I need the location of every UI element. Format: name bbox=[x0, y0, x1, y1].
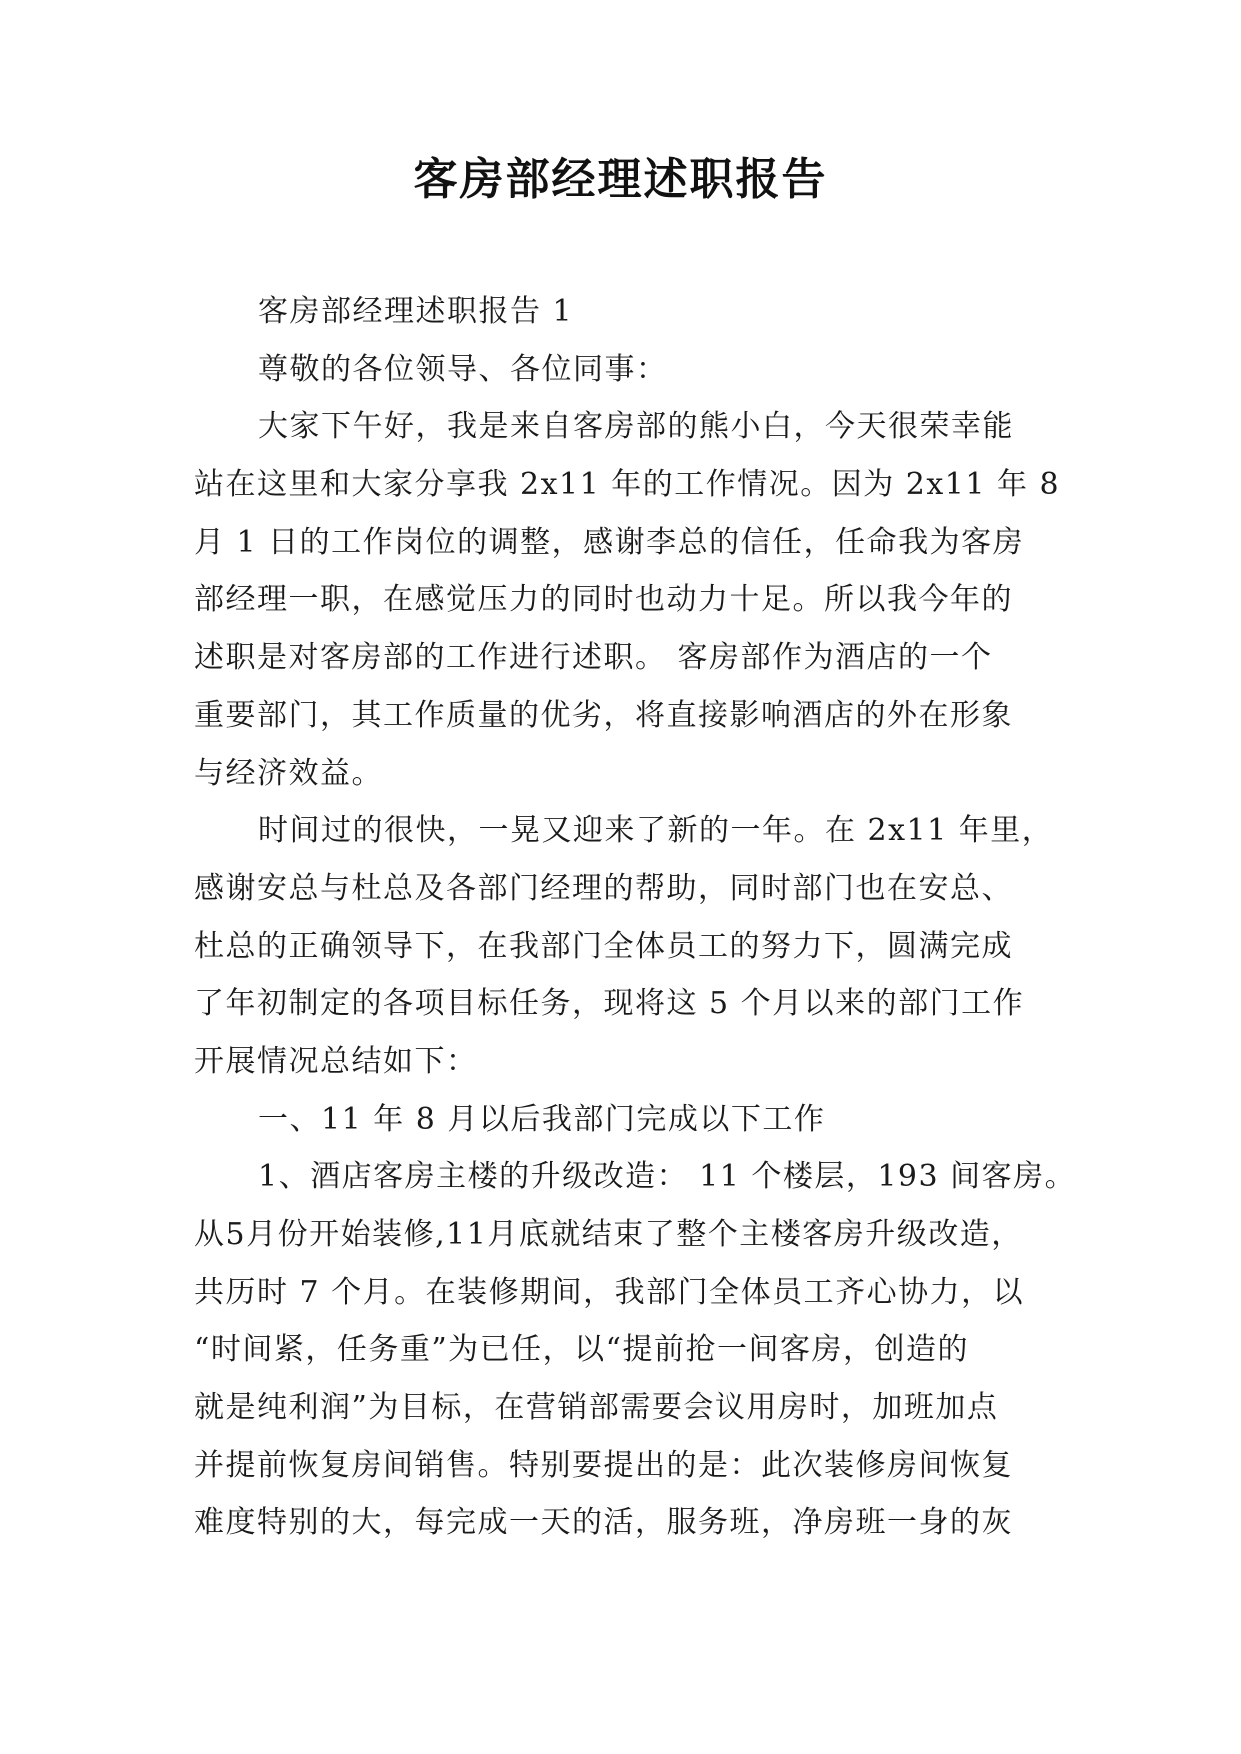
text-line: 客房部经理述职报告 1 bbox=[258, 294, 574, 329]
text-line: 了年初制定的各项目标任务，现将这 5 个月以来的部门工作 bbox=[194, 986, 1025, 1022]
text-line: 站在这里和大家分享我 2x11 年的工作情况。因为 2x11 年 8 bbox=[194, 467, 1061, 503]
text-line: 大家下午好，我是来自客房部的熊小白，今天很荣幸能 bbox=[258, 409, 1014, 445]
text-line: 部经理一职，在感觉压力的同时也动力十足。所以我今年的 bbox=[194, 582, 1013, 618]
text-line: 杜总的正确领导下，在我部门全体员工的努力下，圆满完成 bbox=[194, 928, 1013, 964]
text-line: 时间过的很快，一晃又迎来了新的一年。在 2x11 年里， bbox=[258, 813, 1054, 849]
text-line: 述职是对客房部的工作进行述职。 客房部作为酒店的一个 bbox=[194, 640, 993, 676]
text-line: 从5月份开始装修,11月底就结束了整个主楼客房升级改造， bbox=[194, 1217, 1023, 1252]
text-line: 就是纯利润”为目标，在营销部需要会议用房时，加班加点 bbox=[194, 1390, 999, 1426]
text-line: 难度特别的大，每完成一天的活，服务班，净房班一身的灰 bbox=[194, 1505, 1013, 1541]
text-line: 1、酒店客房主楼的升级改造： 11 个楼层，193 间客房。 bbox=[258, 1159, 1077, 1195]
text-line: 尊敬的各位领导、各位同事： bbox=[258, 351, 668, 387]
text-line: 并提前恢复房间销售。特别要提出的是：此次装修房间恢复 bbox=[194, 1447, 1013, 1483]
text-line: 感谢安总与杜总及各部门经理的帮助，同时部门也在安总、 bbox=[194, 870, 1013, 906]
text-line: 重要部门，其工作质量的优劣，将直接影响酒店的外在形象 bbox=[194, 697, 1013, 733]
text-line: 一、11 年 8 月以后我部门完成以下工作 bbox=[258, 1101, 826, 1137]
document-body bbox=[194, 283, 1077, 1552]
text-line: “时间紧，任务重”为已任，以“提前抢一间客房，创造的 bbox=[194, 1332, 970, 1368]
text-line: 月 1 日的工作岗位的调整，感谢李总的信任，任命我为客房 bbox=[194, 524, 1025, 560]
text-line: 与经济效益。 bbox=[194, 755, 383, 791]
text-line: 共历时 7 个月。在装修期间，我部门全体员工齐心协力，以 bbox=[194, 1274, 1025, 1310]
document-title: 客房部经理述职报告 bbox=[413, 154, 828, 205]
text-line: 开展情况总结如下： bbox=[194, 1043, 478, 1079]
